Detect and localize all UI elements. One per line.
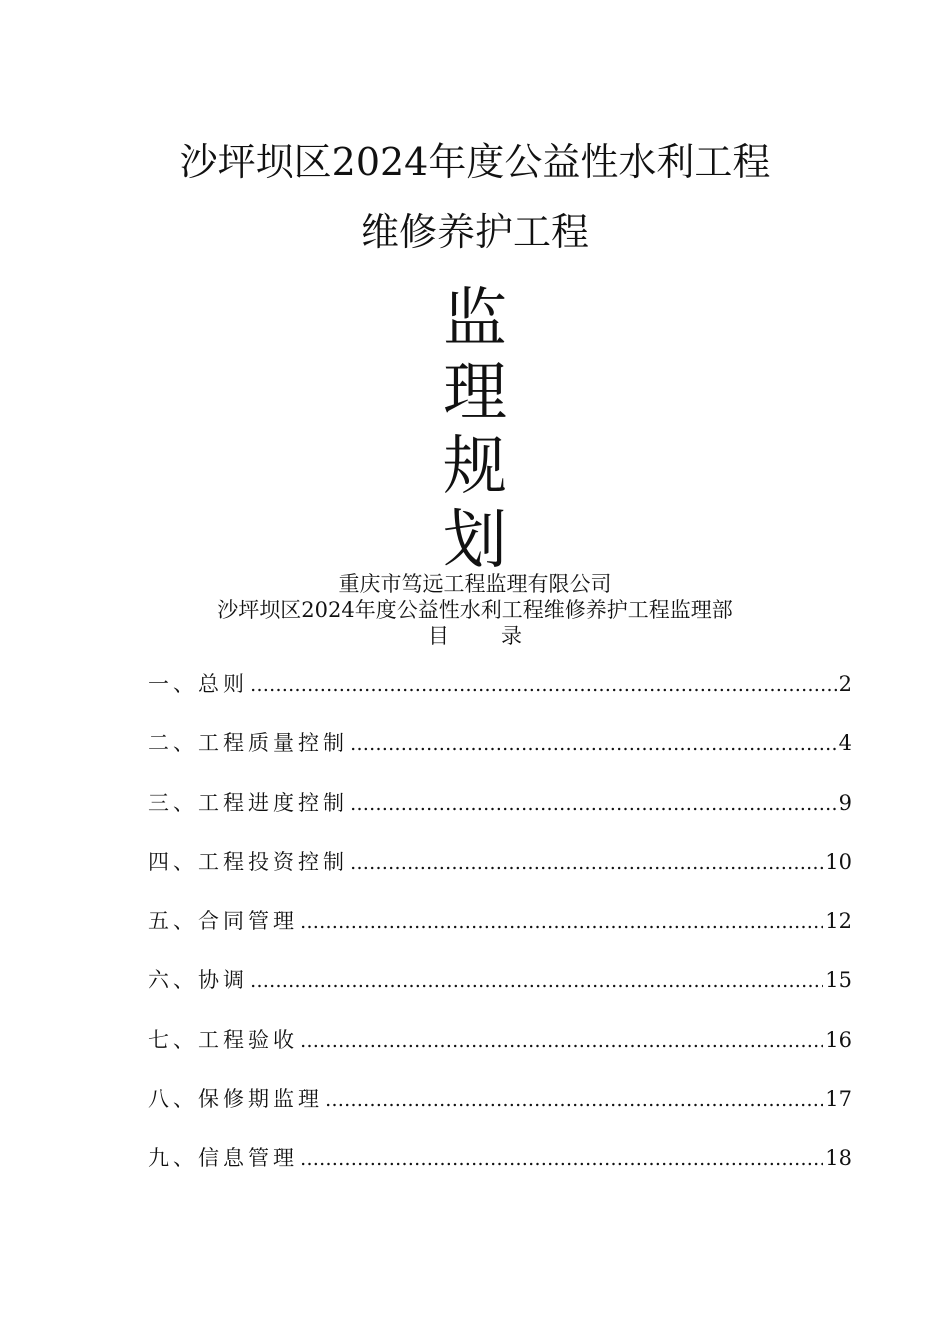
toc-dot-leader [300, 1025, 823, 1057]
toc-entry-page: 15 [825, 968, 852, 993]
toc-dot-leader [350, 847, 823, 879]
toc-dot-leader [350, 788, 837, 820]
toc-dot-leader [300, 906, 823, 938]
toc-entry-page: 2 [838, 672, 852, 696]
toc-entry-label: 九、信息管理 [148, 1146, 298, 1171]
toc-entry-label: 八、保修期监理 [148, 1087, 323, 1112]
toc-dot-leader [300, 1143, 823, 1175]
table-of-contents [148, 668, 852, 1202]
toc-entry-label: 七、工程验收 [148, 1027, 298, 1052]
toc-heading: 目录 [428, 624, 574, 648]
toc-entry-label: 三、工程进度控制 [148, 790, 348, 815]
toc-entry-general[interactable] [148, 668, 852, 727]
toc-entry-page: 9 [838, 790, 852, 815]
toc-dot-leader [325, 1084, 823, 1116]
document-type-char: 监 [443, 282, 507, 356]
toc-entry-page: 17 [825, 1087, 852, 1112]
toc-entry-label: 一、总则 [148, 672, 248, 696]
toc-entry-page: 12 [825, 909, 852, 934]
toc-entry-label: 四、工程投资控制 [148, 849, 348, 874]
document-type-char: 理 [443, 356, 507, 430]
toc-entry-label: 五、合同管理 [148, 909, 298, 934]
toc-entry-schedule-control[interactable] [148, 787, 852, 846]
toc-entry-quality-control[interactable] [148, 727, 852, 786]
toc-entry-investment-control[interactable] [148, 846, 852, 905]
document-type-char: 规 [443, 430, 507, 504]
toc-dot-leader [250, 965, 823, 997]
toc-entry-coordination[interactable] [148, 964, 852, 1023]
toc-entry-page: 18 [825, 1146, 852, 1171]
toc-entry-label: 二、工程质量控制 [148, 731, 348, 756]
toc-entry-information-management[interactable] [148, 1142, 852, 1201]
document-type-title [0, 282, 950, 578]
project-title-line-1: 沙坪坝区2024年度公益性水利工程 [179, 140, 771, 184]
company-name: 重庆市笃远工程监理有限公司 [338, 572, 612, 596]
toc-entry-warranty-supervision[interactable] [148, 1083, 852, 1142]
toc-dot-leader [250, 669, 837, 701]
document-type-char: 划 [443, 504, 507, 578]
toc-dot-leader [350, 728, 837, 760]
toc-entry-page: 10 [825, 849, 852, 874]
toc-entry-acceptance[interactable] [148, 1024, 852, 1083]
toc-entry-page: 4 [838, 731, 852, 756]
department-name: 沙坪坝区2024年度公益性水利工程维修养护工程监理部 [217, 598, 733, 622]
project-title-line-2: 维修养护工程 [360, 210, 589, 254]
toc-entry-page: 16 [825, 1027, 852, 1052]
toc-entry-contract-management[interactable] [148, 905, 852, 964]
toc-entry-label: 六、协调 [148, 968, 248, 993]
